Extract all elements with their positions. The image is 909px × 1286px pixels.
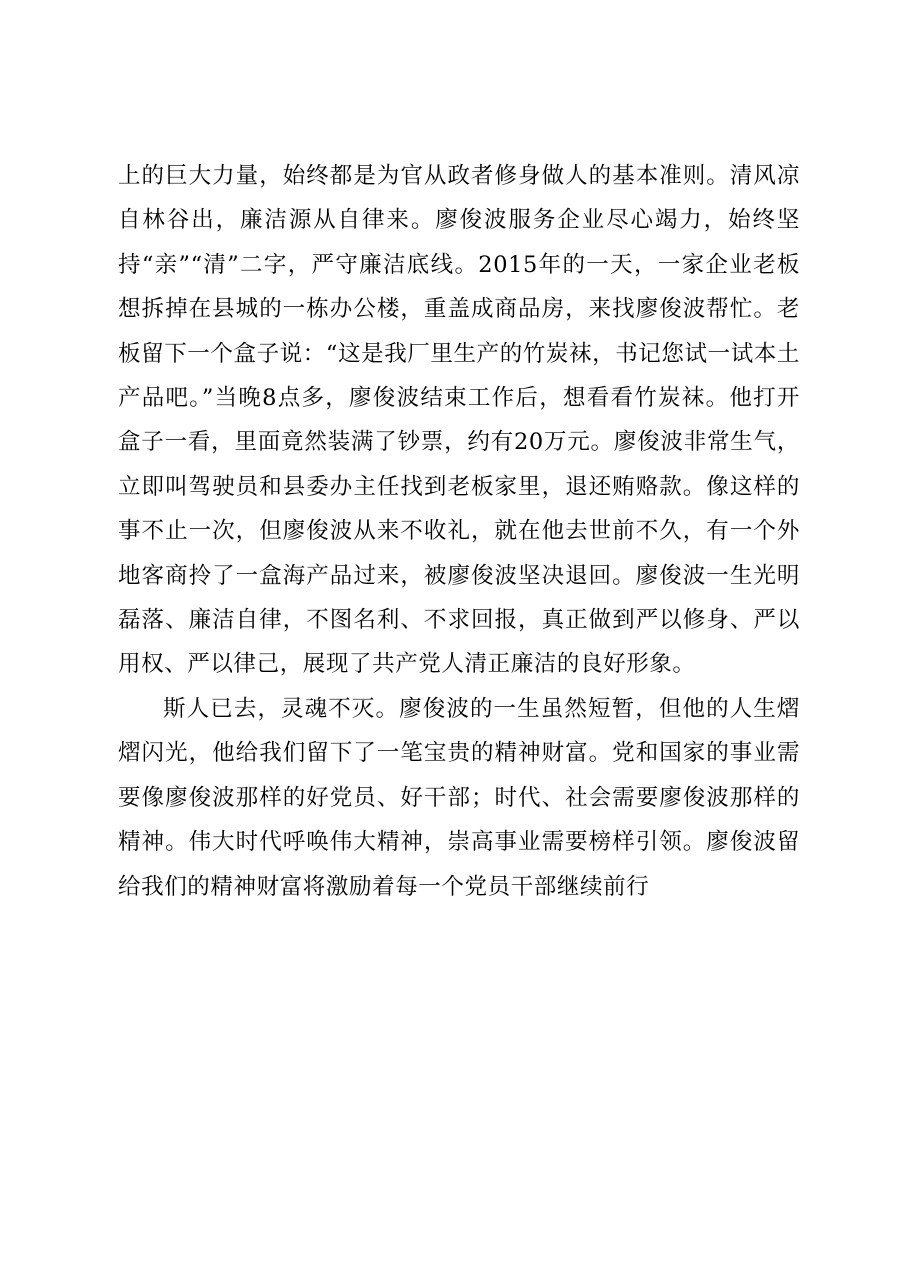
body-paragraph-2: 斯人已去，灵魂不灭。廖俊波的一生虽然短暂，但他的人生熠熠闪光，他给我们留下了一笔宝贵的精神财富。党和国家的事业需要像廖俊波那样的好党员、好干部；时代、社会需要廖俊波那样的精神。伟大时代呼唤伟大精神，崇高事业需要榜样引领。廖俊波留给我们的精神财富将激励着每一个党员干部继续前行: [118, 695, 800, 900]
document-body: [118, 154, 800, 909]
body-paragraph-1: 上的巨大力量，始终都是为官从政者修身做人的基本准则。清风凉自林谷出，廉洁源从自律来。廖俊波服务企业尽心竭力，始终坚持“亲”“清”二字，严守廉洁底线。2015年的一天，一家企业老板想拆掉在县城的一栋办公楼，重盖成商品房，来找廖俊波帮忙。老板留下一个盒子说：“这是我厂里生产的竹炭袜，书记您试一试本土产品吧。”当晚8点多，廖俊波结束工作后，想看看竹炭袜。他打开盒子一看，里面竟然装满了钞票，约有20万元。廖俊波非常生气，立即叫驾驶员和县委办主任找到老板家里，退还贿赂款。像这样的事不止一次，但廖俊波从来不收礼，就在他去世前不久，有一个外地客商拎了一盒海产品过来，被廖俊波坚决退回。廖俊波一生光明磊落、廉洁自律，不图名利、不求回报，真正做到严以修身、严以用权、严以律己，展现了共产党人清正廉洁的良好形象。: [118, 163, 801, 678]
